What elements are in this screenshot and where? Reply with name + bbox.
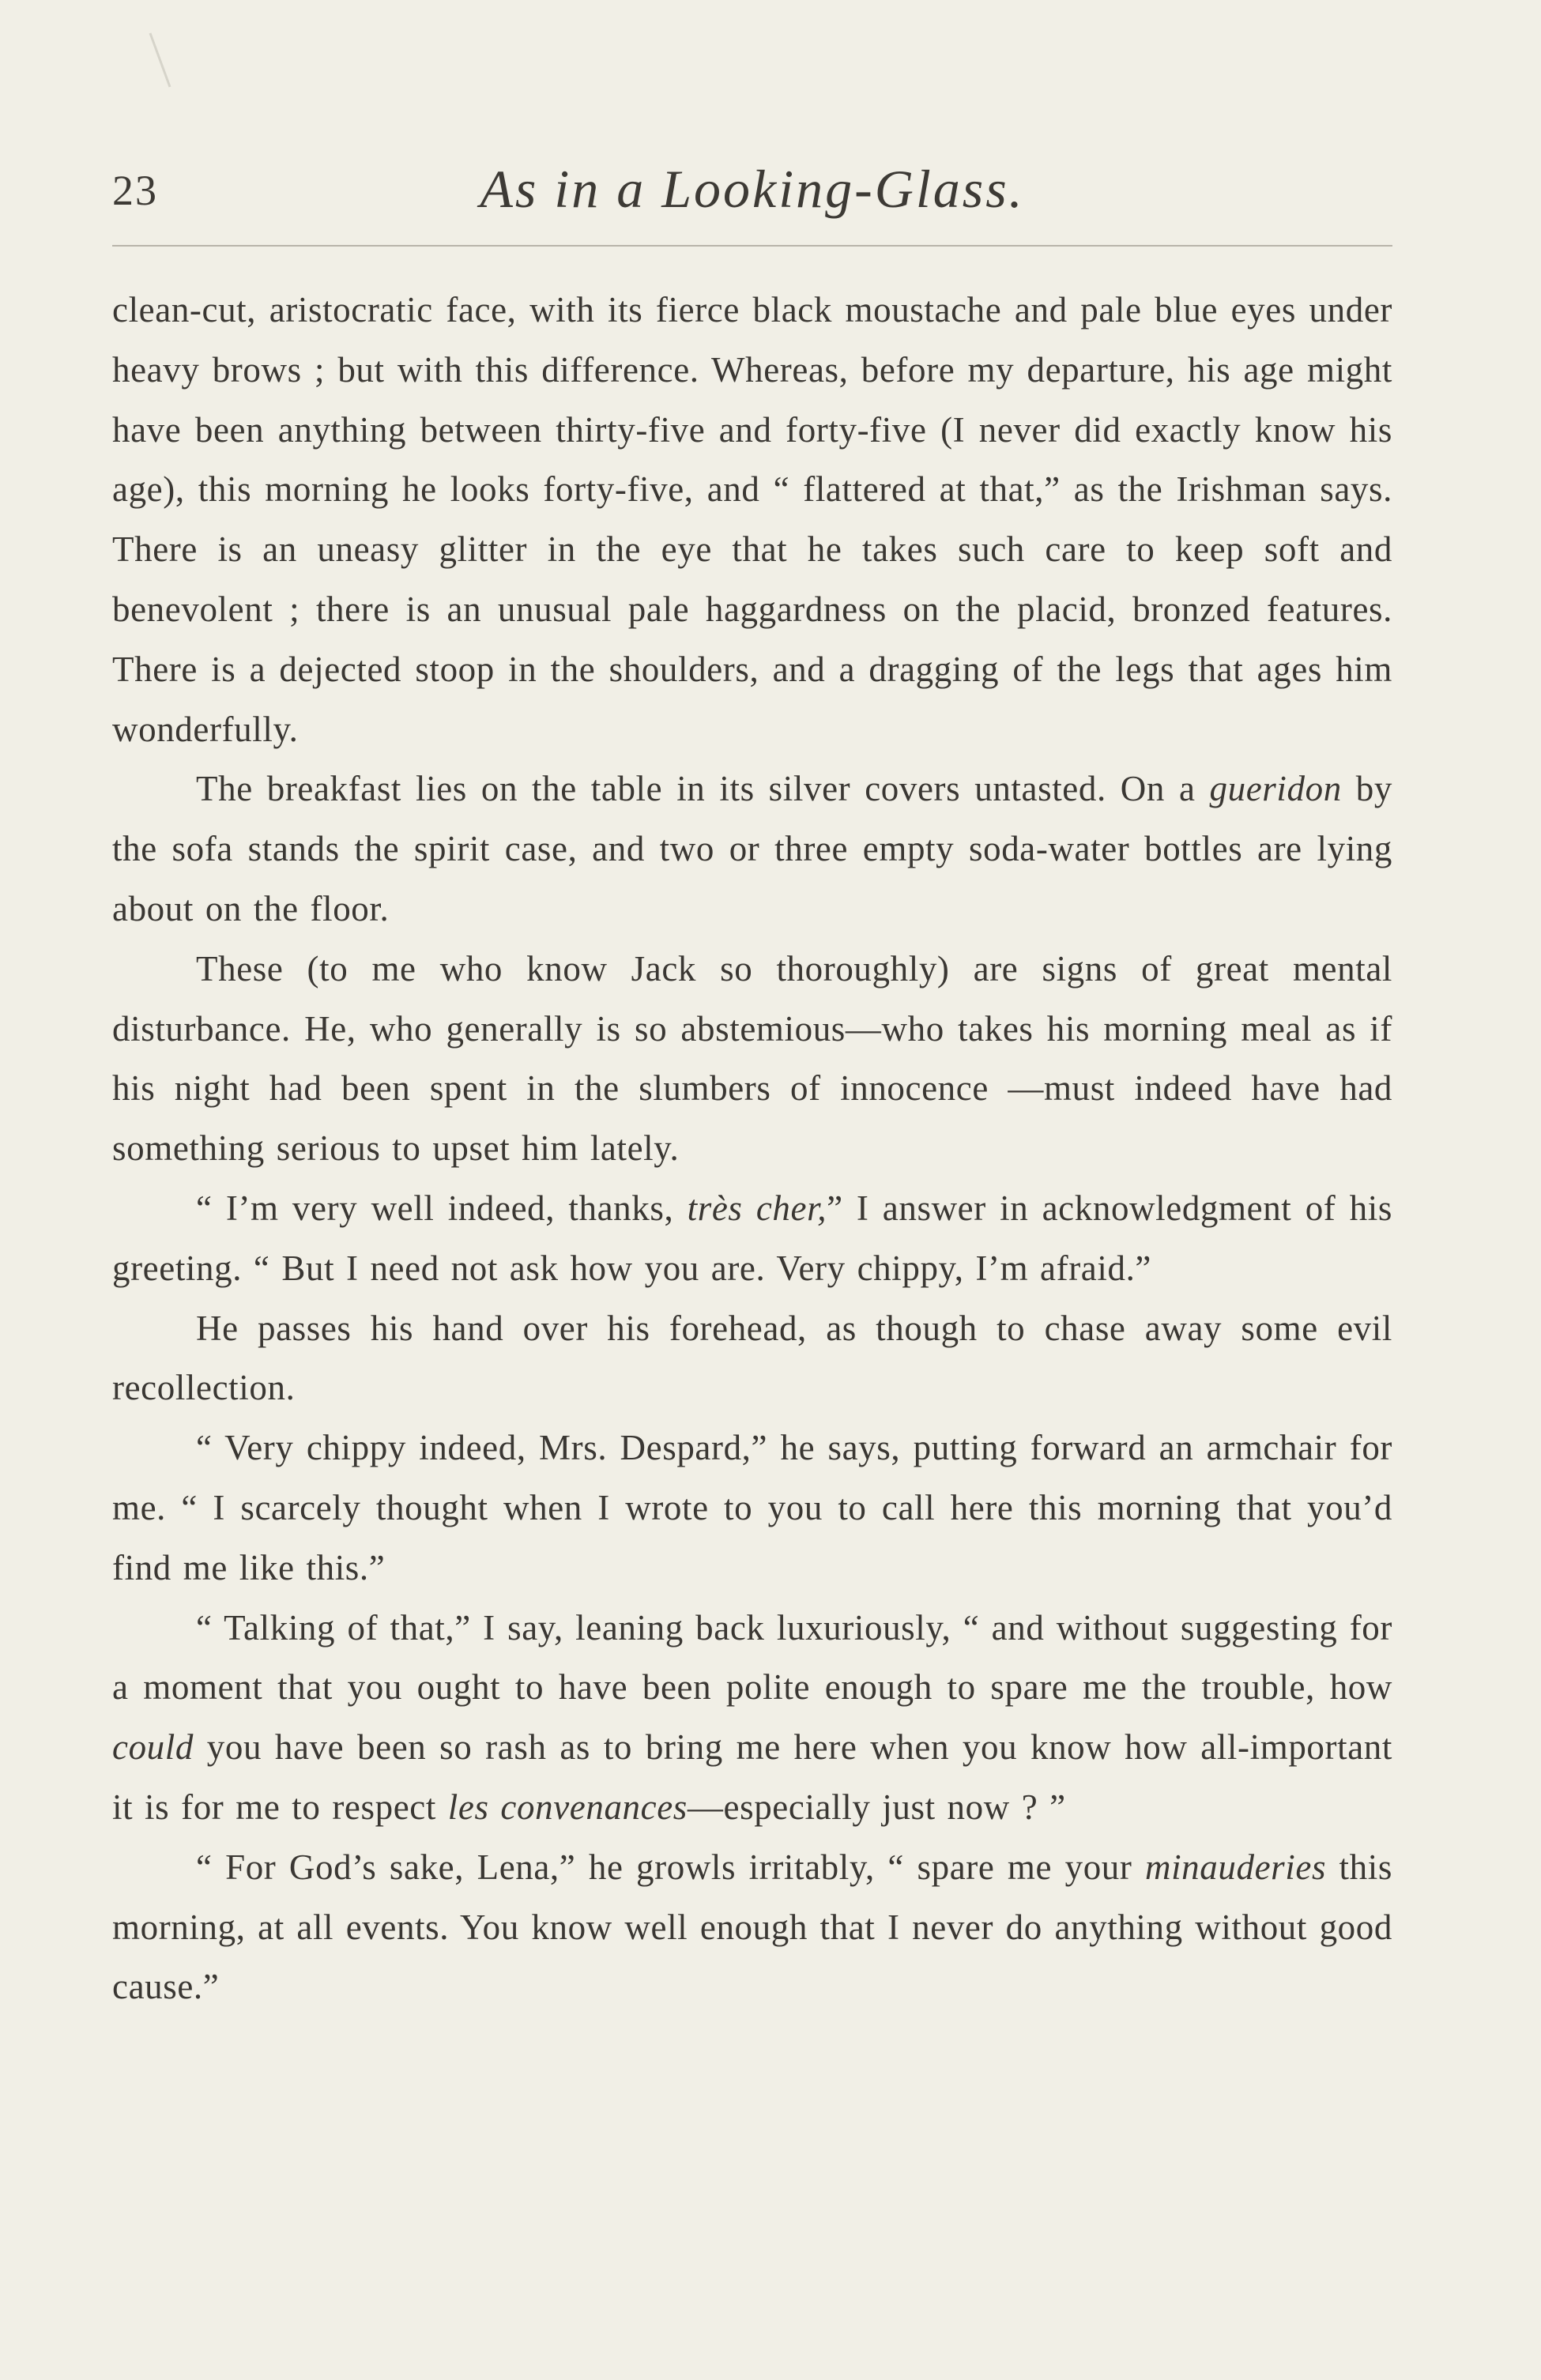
paragraph [112,281,1392,759]
body-text [112,281,1392,2017]
running-head [112,158,1392,229]
paragraph-text: “ For God’s sake, Lena,” he growls irritably, “ spare me your [196,1847,1145,1887]
paragraph-text: The breakfast lies on the table in its silver covers untasted. On a [196,769,1210,809]
book-title: As in a Looking-Glass. [480,159,1025,219]
paragraph [112,940,1392,1179]
paragraph [112,1418,1392,1598]
paragraph-text: —especially just now ? ” [687,1787,1066,1827]
italic-text: could [112,1727,194,1768]
italic-text: minauderies [1144,1847,1327,1887]
paragraph-text: ” I answer in acknowledgment of his greeting. “ But I need not ask how you are. Very chippy, I’m afraid.” [112,1188,1392,1288]
paragraph [112,1299,1392,1419]
paragraph [112,1179,1392,1299]
paragraph-text: you have been so rash as to bring me here when you know how all-important it is for me to respect [112,1727,1392,1827]
paragraph [112,1838,1392,2017]
paragraph-text: “ I’m very well indeed, thanks, [196,1188,688,1228]
italic-text: très cher, [687,1188,827,1228]
paragraph [112,759,1392,939]
page-number: 23 [112,167,158,214]
page-smudge-mark [146,32,194,95]
paragraph-text: by the sofa stands the spirit case, and two or three empty soda-water bottles are lying about on the floor. [112,769,1392,928]
paragraph-text: “ Very chippy indeed, Mrs. Despard,” he says, putting forward an armchair for me. “ I scarcely thought when I wrote to you to call here this morning that you’d find me like this.” [112,1428,1392,1587]
italic-text: gueridon [1209,769,1342,809]
italic-text: les convenances [447,1787,688,1827]
paragraph-text: clean-cut, aristocratic face, with its fierce black moustache and pale blue eyes under heavy brows ; but with this difference. Whereas, before my departure, his age might have been anything between thirty-five and forty-five (I never did exactly know his age), this morning he looks forty-five, and “ flattered at that,” as the Irishman says. There is an uneasy glitter in the eye that he takes such care to keep soft and benevolent ; there is an unusual pale haggardness on the placid, bronzed features. There is a dejected stoop in the shoulders, and a dragging of the legs that ages him wonderfully. [112,290,1392,749]
header-rule [112,245,1392,247]
paragraph-text: These (to me who know Jack so thoroughly) are signs of great mental disturbance. He, who generally is so abstemious—who takes his morning meal as if his night had been spent in the slumbers of innocence —must indeed have had something serious to upset him lately. [112,948,1392,1169]
paragraph [112,1599,1392,1838]
paragraph-text: He passes his hand over his forehead, as though to chase away some evil recollection. [112,1308,1392,1408]
paragraph-text: this morning, at all events. You know well enough that I never do anything without good cause.” [112,1847,1392,2007]
paragraph-text: “ Talking of that,” I say, leaning back luxuriously, “ and without suggesting for a moment that you ought to have been polite enough to spare me the trouble, how [112,1607,1392,1708]
